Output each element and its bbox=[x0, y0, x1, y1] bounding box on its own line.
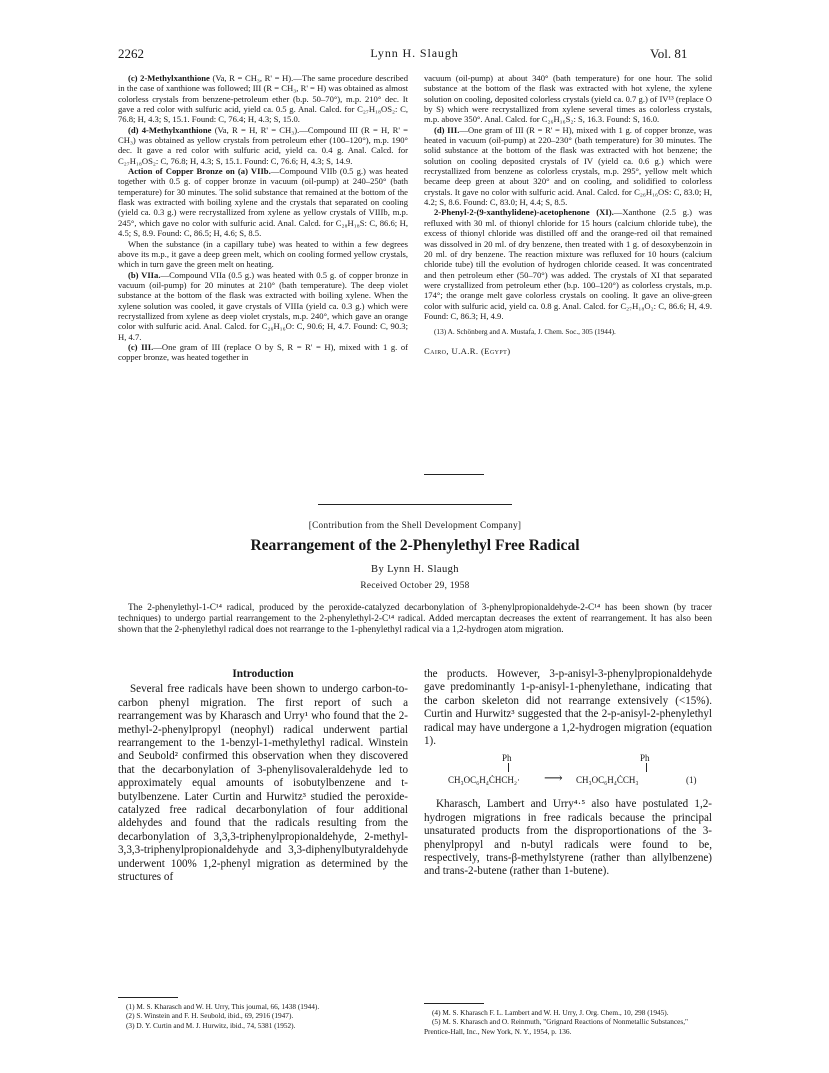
compound-heading: (c) III. bbox=[128, 341, 154, 352]
volume-number: Vol. 81 bbox=[650, 46, 688, 61]
experimental-paragraph: (c) III.—One gram of III (replace O by S, R = R' = H), mixed with 1 g. of copper bronze, was heated together in bbox=[118, 341, 408, 363]
equation-1 bbox=[424, 752, 712, 792]
experimental-paragraph: (d) III.—One gram of III (R = R' = H), mixed with 1 g. of copper bronze, was heated in vacuum (oil-pump) at 220–230° (bath temperature) for 30 minutes. The solid substance at the bottom of the flask was extracted with hot benzene; the solution on cooling deposited crystals of IV (yield ca. 0.6 g.) which were recrystallized from benzene as colorless crystals, m.p. 295°, yellow melt which became deep green at about 320° and on cooling, and solidified to colorless crystals. It gave no color with sulfuric acid. Anal. Calcd. for C₂₆H₁₆OS: C, 83.0; H, 4.2; S, 8.6. Found: C, 83.0; H, 4.4; S, 8.5. bbox=[424, 124, 713, 208]
experimental-paragraph: (d) 4-Methylxanthione (Va, R = H, R' = CH₃).—Compound III (R = H, R' = CH₃) was obtained as yellow crystals from petroleum ether (100–120°), m.p. 190° dec. It gave a red color with sulfuric acid, yield ca. 0.4 g. Anal. Calcd. for C₂₇H₁₈OS₂: C, 76.8; H, 4.3; S, 15.1. Found: C, 76.6; H, 4.3; S, 14.9. bbox=[118, 124, 408, 166]
compound-heading: (d) 4-Methylxanthione bbox=[128, 124, 212, 135]
footnote: (2) S. Winstein and F. H. Seubold, ibid., 69, 2916 (1947). bbox=[126, 1011, 294, 1021]
footnote: (5) M. S. Kharasch and O. Reinmuth, "Grignard Reactions of Nonmetallic Substances," Prentice-Hall, Inc., New York, N. Y., 1954, p. 136. bbox=[424, 1017, 689, 1036]
body-right-column bbox=[424, 668, 712, 879]
footnote: (13) A. Schönberg and A. Mustafa, J. Chem. Soc., 305 (1944). bbox=[434, 327, 616, 337]
section-heading: Introduction bbox=[232, 668, 294, 680]
footnote: (1) M. S. Kharasch and W. H. Urry, This journal, 66, 1438 (1944). bbox=[126, 1002, 320, 1011]
running-author: Lynn H. Slaugh bbox=[370, 46, 459, 60]
experimental-paragraph: When the substance (in a capillary tube) was heated to within a few degrees above its m.p., it gave a deep green melt, which on cooling formed yellow crystals, which in turn gave the green melt on heating. bbox=[118, 238, 408, 270]
experimental-paragraph: (b) VIIa.—Compound VIIa (0.5 g.) was heated with 0.5 g. of copper bronze in vacuum (oil-pump) for 20 minutes at 210° (bath temperature). The deep violet substance at the bottom of the flask was extracted with boiling xylene. When the xylene solution was cooled, it gave crystals of VIIIa (yield ca. 0.3 g.) which were recrystallized from xylene as deep violet crystals, m.p. 240°, which gave an orange color with sulfuric acid. Anal. Calcd. for C₂₆H₁₆O: C, 90.6; H, 4.7. Found: C, 90.3; H, 4.7. bbox=[118, 269, 408, 342]
affiliation: Cairo, U.A.R. (Egypt) bbox=[424, 346, 511, 357]
equation-bond bbox=[508, 763, 509, 772]
contribution-note: [Contribution from the Shell Development Company] bbox=[308, 520, 522, 530]
experimental-paragraph: vacuum (oil-pump) at about 340° (bath temperature) for one hour. The solid substance at the bottom of the flask was extracted with hot xylene, the xylene solution on cooling, deposited colorless crystals (yield ca. 0.7 g.) of IV¹³ (replace O by S) which were recrystallized from xylene several times as colorless crystals, m.p. above 350°. Anal. Calcd. for C₂₆H₁₆S₂: S, 16.3. Found: S, 16.0. bbox=[424, 73, 712, 125]
abstract: The 2-phenylethyl-1-C¹⁴ radical, produced by the peroxide-catalyzed decarbonylation of 3-phenylpropionaldehyde-2-C¹⁴ has been shown (by tracer techniques) to undergo partial rearrangement to the 2-phenylethyl-2-C¹⁴ radical. Added mercaptan decreases the extent of rearrangement. It has also been shown that the 2-phenylethyl radical does not rearrange to the 1-phenylethyl radical via a 1,2-hydrogen atom migration. bbox=[118, 603, 712, 636]
footnote-rule bbox=[118, 997, 178, 998]
compound-heading: (c) 2-Methylxanthione bbox=[128, 73, 210, 83]
experimental-right-column bbox=[424, 73, 712, 357]
experimental-paragraph: 2-Phenyl-2-(9-xanthylidene)-acetophenone (XI).—Xanthone (2.5 g.) was refluxed with 30 ml. of thionyl chloride for 15 hours (calcium chloride tube), the excess of thionyl chloride was distilled off and the orange-red oil that remained was dissolved in 20 ml. of dry benzene, then treated with 1 g. of desoxybenzoin in 20 ml. of dry benzene. The reaction mixture was refluxed for 10 hours (calcium chloride tube) till the evolution of hydrogen chloride ceased. It was concentrated and then petroleum ether (50–70°) was added. The crystals of XI that separated were crystallized from petroleum ether (b.p. 100–120°) as colorless crystals, m.p. 174°; the orange melt gave colorless crystals on cooling. It gave an olive-green color with sulfuric acid, yield ca. 0.8 g. Anal. Calcd. for C₂₇H₁₈O₂: C, 86.6; H, 4.9. Found: C, 86.3; H, 4.9. bbox=[424, 207, 712, 321]
page-number: 2262 bbox=[118, 46, 144, 61]
equation-product: CH₃OC₆H₄ĊCH₃ bbox=[576, 775, 639, 786]
footnote: (4) M. S. Kharasch F. L. Lambert and W. H. Urry, J. Org. Chem., 10, 298 (1945). bbox=[432, 1008, 669, 1017]
experimental-paragraph: Action of Copper Bronze on (a) VIIb.—Compound VIIb (0.5 g.) was heated together with 0.5 g. of copper bronze in vacuum (oil-pump) at 240–250° (bath temperature) for 30 minutes. The solid substance that remained at the bottom of the flask was extracted with boiling xylene and the crystals that separated on cooling (yield ca. 0.3 g.) were recrystallized from xylene as yellow crystals of VIIIb, m.p. 245°, which gave no color with sulfuric acid. Anal. Calcd. for C₂₈H₁₈S: C, 86.6; H, 4.5; S, 8.9. Found: C, 86.5; H, 4.6; S, 8.5. bbox=[118, 166, 408, 239]
body-paragraph: Kharasch, Lambert and Urry⁴·⁵ also have postulated 1,2-hydrogen migrations in free radicals because the principal unsaturated products from the disproportionations of the 3-phenylpropyl and n-butyl radicals were found to be, respectively, trans-β-methylstyrene (rather than allylbenzene) and trans-2-butene (rather than 1-butene). bbox=[424, 798, 712, 878]
experimental-paragraph: (c) 2-Methylxanthione (Va, R = CH₃, R' = H).—The same procedure described in the case of xanthione was followed; III (R = CH₃, R' = H) was obtained as almost colorless crystals from benzene-petroleum ether (b.p. 50–70°), m.p. 210° dec. It gave a red color with sulfuric acid, yield ca. 0.5 g. Anal. Calcd. for C₂₇H₁₈OS₂: C, 76.8; H, 4.3; S, 15.1. Found: C, 76.4; H, 4.3; S, 15.0. bbox=[118, 73, 408, 125]
equation-substituent: Ph bbox=[502, 753, 512, 764]
equation-number: (1) bbox=[686, 775, 697, 786]
received-date: Received October 29, 1958 bbox=[360, 581, 470, 591]
footnote-rule bbox=[424, 1003, 484, 1004]
footnote-rule bbox=[424, 474, 484, 475]
body-left-column bbox=[118, 668, 408, 885]
article-separator-rule bbox=[318, 504, 512, 505]
compound-heading: 2-Phenyl-2-(9-xanthylidene)-acetophenone (XI). bbox=[434, 207, 614, 218]
byline: By Lynn H. Slaugh bbox=[371, 564, 459, 575]
footnote: (3) D. Y. Curtin and M. J. Hurwitz, ibid., 74, 5381 (1952). bbox=[126, 1020, 296, 1030]
compound-heading: (b) VIIa. bbox=[128, 269, 161, 280]
arrow-icon: ⟶ bbox=[544, 770, 563, 786]
equation-bond bbox=[646, 763, 647, 772]
body-paragraph: the products. However, 3-p-anisyl-3-phenylpropionaldehyde gave predominantly 1-p-anisyl-1-phenylethane, indicating that the carbon skeleton did not rearrange extensively (<15%). Curtin and Hurwitz³ suggested that the 2-p-anisyl-2-phenylethyl radical may have undergone a 1,2-hydrogen migration (equation 1). bbox=[424, 668, 712, 748]
equation-substituent: Ph bbox=[640, 753, 650, 764]
compound-heading: (d) III. bbox=[434, 124, 460, 135]
article-title: Rearrangement of the 2-Phenylethyl Free Radical bbox=[250, 537, 580, 554]
equation-reactant: CH₃OC₆H₄ĊHCH₂· bbox=[448, 775, 521, 786]
footnotes-left bbox=[118, 1002, 408, 1030]
footnotes-right bbox=[424, 1008, 712, 1036]
experimental-left-column bbox=[118, 73, 408, 363]
body-paragraph: Several free radicals have been shown to undergo carbon-to-carbon phenyl migration. The first report of such a rearrangement was by Kharasch and Urry¹ who found that the 2-methyl-2-phenylpropyl (neophyl) radical underwent partial rearrangement to the 1-benzyl-1-methylethyl radical. Winstein and Seubold² confirmed this observation when they discovered that the decarbonylation of 3-phenylisovaleraldehyde led to approximately equal amounts of isobutylbenzene and t-butylbenzene. Later Curtin and Hurwitz³ studied the peroxide-catalyzed free radical decarbonylation of four additional aldehydes and found that the radicals resulting from the decarbonylation of 3,3,3-triphenylpropionaldehyde, 2-methyl-3,3,3-triphenylpropionaldehyde and 3,3-diphenylbutyraldehyde underwent 100% 1,2-phenyl migration as determined by the structures of bbox=[118, 683, 408, 884]
compound-heading: Action of Copper Bronze on (a) VIIb. bbox=[128, 166, 271, 177]
